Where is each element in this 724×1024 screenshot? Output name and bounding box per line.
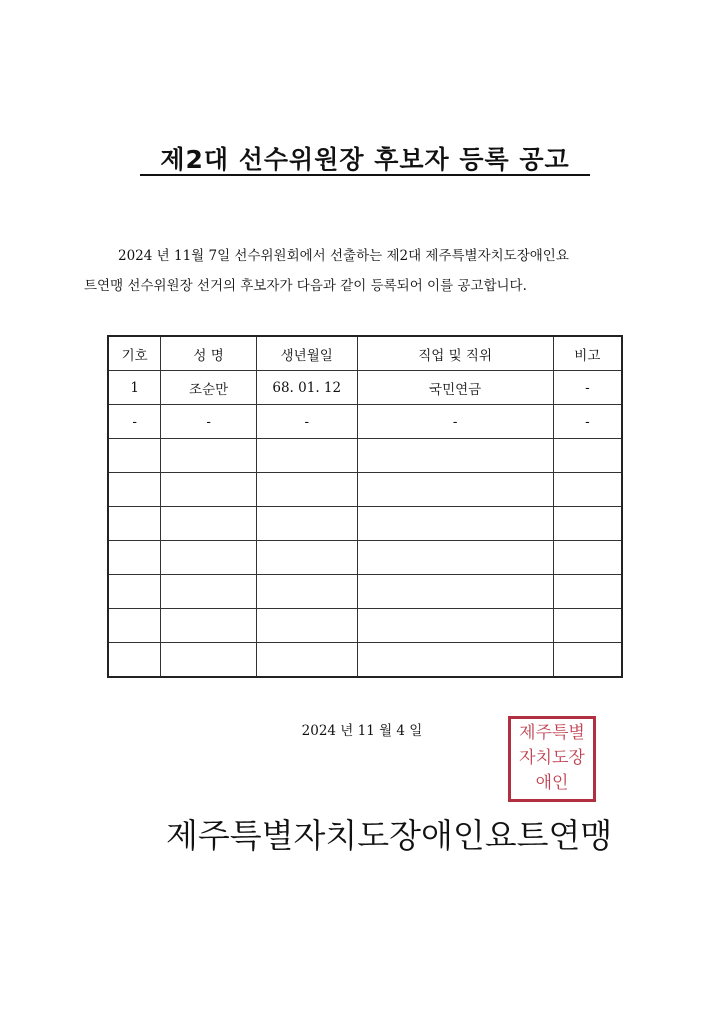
table-cell: 1: [108, 371, 161, 405]
table-cell: [553, 439, 622, 473]
table-cell: 조순만: [161, 371, 257, 405]
table-cell: [108, 575, 161, 609]
table-row: [108, 473, 622, 507]
table-cell: [553, 541, 622, 575]
table-cell: [553, 473, 622, 507]
table-cell: [357, 541, 553, 575]
table-cell: [256, 507, 357, 541]
table-cell: [256, 473, 357, 507]
table-cell: -: [108, 405, 161, 439]
organization-name: 제주특별자치도장애인요트연맹: [166, 816, 613, 855]
column-header: 생년월일: [256, 336, 357, 371]
table-cell: [161, 507, 257, 541]
table-row: [108, 371, 622, 405]
notice-date: 2024 년 11 월 4 일: [301, 723, 423, 739]
table-row: [108, 643, 622, 678]
table-cell: [161, 609, 257, 643]
table-cell: [256, 609, 357, 643]
table-cell: [161, 541, 257, 575]
column-header: 기호: [108, 336, 161, 371]
table-cell: -: [357, 405, 553, 439]
table-cell: [256, 439, 357, 473]
table-cell: [256, 541, 357, 575]
table-cell: [108, 473, 161, 507]
table-cell: [553, 609, 622, 643]
table-cell: [357, 609, 553, 643]
column-header: 직업 및 직위: [357, 336, 553, 371]
table-cell: [161, 439, 257, 473]
table-cell: [161, 643, 257, 678]
table-row: [108, 439, 622, 473]
table-row: [108, 541, 622, 575]
column-header: 성 명: [161, 336, 257, 371]
table-cell: [256, 643, 357, 678]
table-header-row: [108, 336, 622, 371]
table-cell: [357, 575, 553, 609]
table-cell: [108, 643, 161, 678]
table-cell: [357, 643, 553, 678]
document-title: 제2대 선수위원장 후보자 등록 공고: [160, 145, 570, 174]
table-cell: [553, 575, 622, 609]
notice-line-1: 2024 년 11월 7일 선수위원회에서 선출하는 제2대 제주특별자치도장애인요: [118, 248, 569, 264]
table-cell: -: [161, 405, 257, 439]
candidate-table: [107, 335, 623, 678]
table-row: [108, 405, 622, 439]
table-cell: -: [256, 405, 357, 439]
table-row: [108, 609, 622, 643]
table-cell: [553, 643, 622, 678]
table-cell: [108, 439, 161, 473]
notice-line-2: 트연맹 선수위원장 선거의 후보자가 다음과 같이 등록되어 이를 공고합니다.: [84, 278, 527, 294]
table-cell: [256, 575, 357, 609]
table-cell: [108, 609, 161, 643]
table-cell: [108, 541, 161, 575]
column-header: 비고: [553, 336, 622, 371]
title-underline: [140, 174, 590, 176]
table-cell: [161, 473, 257, 507]
table-cell: 국민연금: [357, 371, 553, 405]
official-seal: 제주특별자치도장애인: [508, 716, 596, 802]
table-cell: [357, 473, 553, 507]
table-cell: -: [553, 405, 622, 439]
table-cell: [553, 507, 622, 541]
table-cell: [357, 439, 553, 473]
table-row: [108, 507, 622, 541]
table-row: [108, 575, 622, 609]
table-cell: [357, 507, 553, 541]
table-cell: -: [553, 371, 622, 405]
table-cell: 68. 01. 12: [256, 371, 357, 405]
table-cell: [108, 507, 161, 541]
table-cell: [161, 575, 257, 609]
